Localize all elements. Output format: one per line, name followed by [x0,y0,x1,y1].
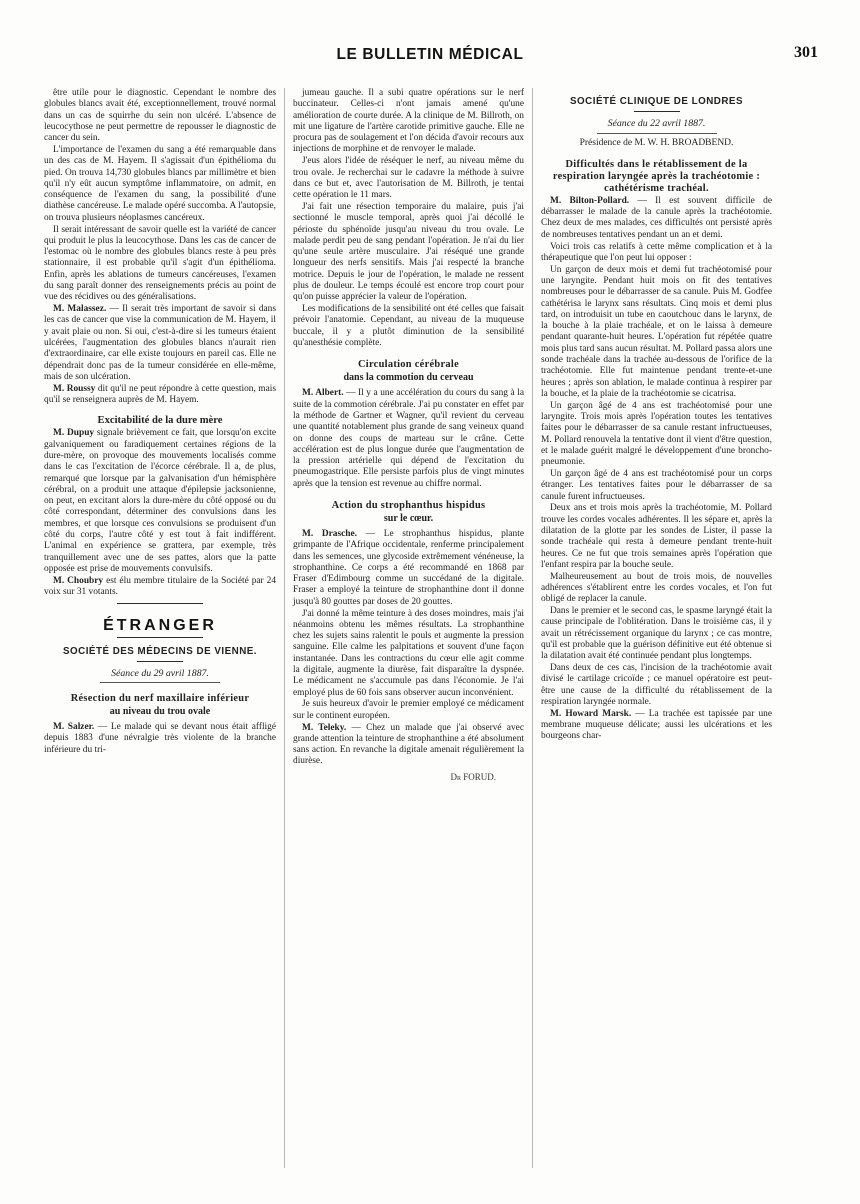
paragraph: Les modifications de la sensibilité ont été celles que faisait prévoir l'anatomie. Cependant, au niveau de la muqueuse buccale, il y a plutôt diminution de la sensibilité qu'anesthésie complète. [293,304,524,349]
paragraph-text: — La trachée est tapissée par une membrane muqueuse délicate; aussi les ulcérations et les bourgeons char- [541,708,772,742]
paragraph: Malheureusement au bout de trois mois, de nouvelles adhérences s'établirent entre les cordes vocales, et l'on fut obligé de replacer la canule. [541,571,772,605]
speaker-name: M. Albert. [302,388,344,399]
session-date: Séance du 29 avril 1887. [111,667,209,679]
divider [137,661,183,662]
section-heading-major: ÉTRANGER [103,617,217,635]
article-title: Résection du nerf maxillaire inférieur [70,693,250,705]
paragraph: Voici trois cas relatifs à cette même complication et à la thérapeutique que l'on peut lui opposer : [541,241,772,263]
paragraph [44,384,276,407]
column-left [36,88,284,1168]
speaker-name: M. Teleky. [302,722,347,733]
journal-title: LE BULLETIN MÉDICAL [336,46,524,63]
paragraph [44,722,276,756]
session-date: Séance du 22 avril 1887. [607,118,706,130]
society-heading: SOCIÉTÉ DES MÉDECINS DE VIENNE. [62,645,258,657]
paragraph-text: dit qu'il ne peut répondre à cette question, mais qu'il se renseignera auprès de M. Hayem. [44,383,276,406]
paragraph: Deux ans et trois mois après la trachéotomie, M. Pollard trouve les cordes vocales adhérentes. Il les sépare et, après la dilatation de la glotte par les sondes de Lister, il passe la sonde trachéale qui resta à demeure pendant trente-huit heures. Ce ne fut que trois semaines après l'opération que l'enfant respira par la bouche seule. [541,503,772,570]
article-subtitle: au niveau du trou ovale [109,706,211,718]
column-right [532,88,780,1168]
divider [117,637,203,638]
paragraph-text: — Le strophanthus hispidus, plante grimpante de l'Afrique occidentale, renferme principalement dans les semences, une glycoside extrêmement vénéneuse, la strophanthine. Ce corps a été recommandé en 1868 par Fraser d'Edimbourg comme un succédané de la digitale. Fraser a employé la teinture de strophanthine dont il donne jusqu'à 80 gouttes par doses de 20 gouttes. [293,529,525,607]
paragraph-text: signale brièvement ce fait, que lorsqu'on excite galvaniquement ou faradiquement certaines régions de la dure-mère, on provoque des mouvements localisés comme dans le cas l'excitation de l'écorce cérébrale. Il a, de plus, remarqué que lorsque par la galvanisation d'un hémisphère cérébral, on a produit une attaque d'épilepsie jacksonienne, on peut, en excitant alors la dure-mère du côté opposé ou du côté correspondant, déterminer des convulsions dans les membres, et que lorsque ces convulsions se produisent d'un côté du corps, l'autre côté y est tout à fait indifférent. L'animal en expérience se grattera, par exemple, très tranquillement avec une de ses pattes, alors que la patte opposée est prise de mouvements convulsifs. [44,428,276,574]
paragraph [44,428,276,575]
paragraph: Je suis heureux d'avoir le premier employé ce médicament sur le continent européen. [293,699,524,721]
speaker-name: M. Bilton-Pollard. [550,195,630,206]
paragraph [541,196,772,241]
speaker-name: M. Salzer. [53,722,95,733]
paragraph: Dans le premier et le second cas, le spasme laryngé était la cause principale de l'oblitération. Dans le troisième cas, il y avait un rétrécissement organique du larynx ; ce cas montre, qu'il est probable que la guérison définitive eut été obtenue si la dilatation avait été continuée pendant plus longtemps. [541,606,772,662]
section-subheading: Excitabilité de la dure mère [97,415,223,427]
paragraph: être utile pour le diagnostic. Cependant le nombre des globules blancs avait été, exceptionnellement, trouvé normal dans un cas de squirrhe du sein non ulcéré. L'absence de leucocythose ne peut permettre de repousser le diagnostic de cancer du sein. [44,88,276,144]
paragraph: Il serait intéressant de savoir quelle est la variété de cancer qui produit le plus la leucocythose. Dans les cas de cancer de l'estomac où le nombre des globules blancs reste à peu près stationnaire, il est probable qu'il s'agit d'un épithélioma. Enfin, après les ablations de tumeurs cancéreuses, l'examen du sang paraît donner des renseignements précis au point de vue des récidives ou des généralisations. [44,224,276,303]
article-subtitle: sur le cœur. [383,513,434,524]
paragraph [541,709,772,743]
divider [597,133,717,134]
paragraph: J'ai fait une résection temporaire du malaire, puis j'ai sectionné le muscle temporal, après quoi j'ai décollé le périoste du sphénoïde jusqu'au niveau du trou ovale. Le malade perdit peu de sang pendant l'opération. Je n'ai du lier qu'une seule artère musculaire. J'ai réséqué une grande longueur des nerfs sensitifs. Mais j'ai respecté la branche motrice. Depuis le jour de l'opération, le malade ne ressent plus de douleur. Le temps écoulé est encore trop court pour qu'on puisse apprécier la valeur de l'opération. [293,201,524,303]
paragraph-text: — Il est souvent difficile de débarrasser le malade de la canule après la trachéotomie. Chez deux de mes malades, ces difficultés ont persisté après de nombreuses tentatives pendant un an et demi. [541,195,772,240]
page-header [36,36,824,70]
paragraph: J'eus alors l'idée de réséquer le nerf, au niveau même du trou ovale. Je recherchai sur le cadavre la méthode à suivre dans ce but et, avec l'autorisation de M. Billroth, je tentai cette opération le 11 mars. [293,156,524,201]
speaker-name: M. Drasche. [302,529,358,539]
page-sheet [36,36,824,1168]
article-subtitle: dans la commotion du cerveau [343,372,474,384]
speaker-name: M. Roussy [53,383,96,394]
paragraph [293,723,524,768]
paragraph [293,388,524,490]
session-president: Présidence de M. W. H. BROADBEND. [579,137,734,148]
speaker-name: M. Dupuy [53,428,95,439]
paragraph: jumeau gauche. Il a subi quatre opérations sur le nerf buccinateur. Celles-ci n'ont jamais amené qu'une amélioration de courte durée. A la clinique de M. Billroth, on mit une ligature de l'artère carotide primitive gauche. Elle ne procura pas de soulagement et l'on décida d'avoir recours aux injections de morphine et de renvoyer le malade. [293,88,524,155]
paragraph: Dans deux de ces cas, l'incision de la trachéotomie avait divisé le cartilage cricoïde ; ce manuel opératoire est peut-être une cause de la difficulté du rétablissement de la respiration laryngée normale. [541,663,772,707]
paragraph-text: — Il serait très important de savoir si dans les cas de cancer que vise la communication de M. Hayem, il y avait plaie ou non. Si oui, c'est-à-dire si les tumeurs étaient ulcérées, l'augmentation des globules blancs n'aurait rien d'extraordinaire, car elle existe toujours en pareil cas. Elle ne dépendrait donc pas de la tumeur considérée en elle-même, mais de son ulcération. [44,304,277,382]
paragraph [293,529,524,608]
page-number: 301 [794,44,818,61]
paragraph: Un garçon de deux mois et demi fut trachéotomisé pour une laryngite. Pendant huit mois on fit des tentatives nombreuses pour le débarrasser de sa canule. Puis M. Godfee cathétérisa le larynx sans résultats. Cinq mois et demi plus tard, on introduisit un tube en caoutchouc dans le larynx, de la bouche à la plaie trachéale, et on le laissa à demeure pendant quarante-huit heures. L'opération fut répétée quatre mois plus tard sans aucun résultat. M. Pollard passa alors une sonde trachéale dans la trachée au-dessous de l'orifice de la trachéotomie. Elle fut maintenue pendant trente-et-une heures ; après son ablation, le malade continua à respirer par la bouche, et la plaie de la trachéotomie se cicatrisa. [541,264,772,399]
paragraph-text: — Il y a une accélération du cours du sang à la suite de la commotion cérébrale. J'ai pu constater en effet par la méthode de Gartner et Wagner, qu'il revient du cerveau une quantité notablement plus grande de sang veineux quand on donne des coups de marteau sur le crâne. Cette accélération est de plus longue durée que l'augmentation de la pression artérielle qui dépend de l'excitation du pneumogastrique. Elle persiste parfois plus de vingt minutes après que la tension est revenue au chiffre normal. [293,388,524,489]
divider [634,111,680,112]
speaker-name: M. Malassez. [53,304,107,315]
paragraph-text: — Chez un malade que j'ai observé avec grande attention la teinture de strophanthine a été absolument sans action. En revanche la digitale amenait régulièrement la diurèse. [293,722,524,767]
paragraph-text: est élu membre titulaire de la Société par 24 voix sur 31 votants. [44,575,277,597]
paragraph: J'ai donné la même teinture à des doses moindres, mais j'ai néanmoins obtenu les mêmes résultats. La strophanthine chez les sujets sains ralentit le pouls et augmente la pression sanguine. Elle calme les palpitations et souvent d'une façon instantanée. Dans les contractions du cœur elle agit comme la digitale, augmente la diurèse, fait disparaître la dyspnée. Le médicament ne s'accumule pas dans l'économie. Je l'ai employé plus de 60 fois sans observer aucun inconvénient. [293,608,524,698]
speaker-name: M. Howard Marsk. [550,708,632,719]
paragraph: L'importance de l'examen du sang a été remarquable dans un des cas de M. Hayem. Il s'agissait d'un épithélioma du pied. On trouva 14,730 globules blancs par millimètre et bien qu'il n'y eût aucun symptôme inflammatoire, on admit, en conséquence de l'examen du sang, la possibilité d'une diathèse cancéreuse. Le malade opéré succomba. A l'autopsie, on trouva plusieurs néoplasmes cancéreux. [44,144,276,223]
paragraph-text: — Le malade qui se devant nous était affligé depuis 1883 d'une névralgie très violente de la branche inférieure du tri- [44,722,277,755]
article-signature: Dr FORUD. [450,771,496,782]
paragraph [44,304,276,383]
society-heading: SOCIÉTÉ CLINIQUE DE LONDRES [570,96,743,107]
divider [100,682,220,683]
paragraph: Un garçon âgé de 4 ans est trachéotomisé pour un corps étranger. Les tentatives faites pour le débarrasser de sa canule furent infructueuses. [541,469,772,502]
three-column-body [36,88,824,1168]
article-title: Circulation cérébrale [357,359,460,371]
paragraph: Un garçon âgé de 4 ans est trachéotomisé pour une laryngite. Trois mois après l'opération toutes les tentatives faites pour le débarrasser de sa canule restant infructueuses, M. Pollard renouvela la tentative dont il vient d'être question, et le malade guérit malgré le développement d'une broncho-pneumonie. [541,400,772,468]
article-title: Action du strophanthus hispidus [331,500,486,511]
article-title: Difficultés dans le rétablissement de la respiration laryngée après la trachéotomie : cathétérisme trachéal. [552,158,761,194]
divider [117,603,203,604]
column-middle [284,88,532,1168]
speaker-name: M. Choubry [53,575,104,586]
paragraph [44,576,276,599]
